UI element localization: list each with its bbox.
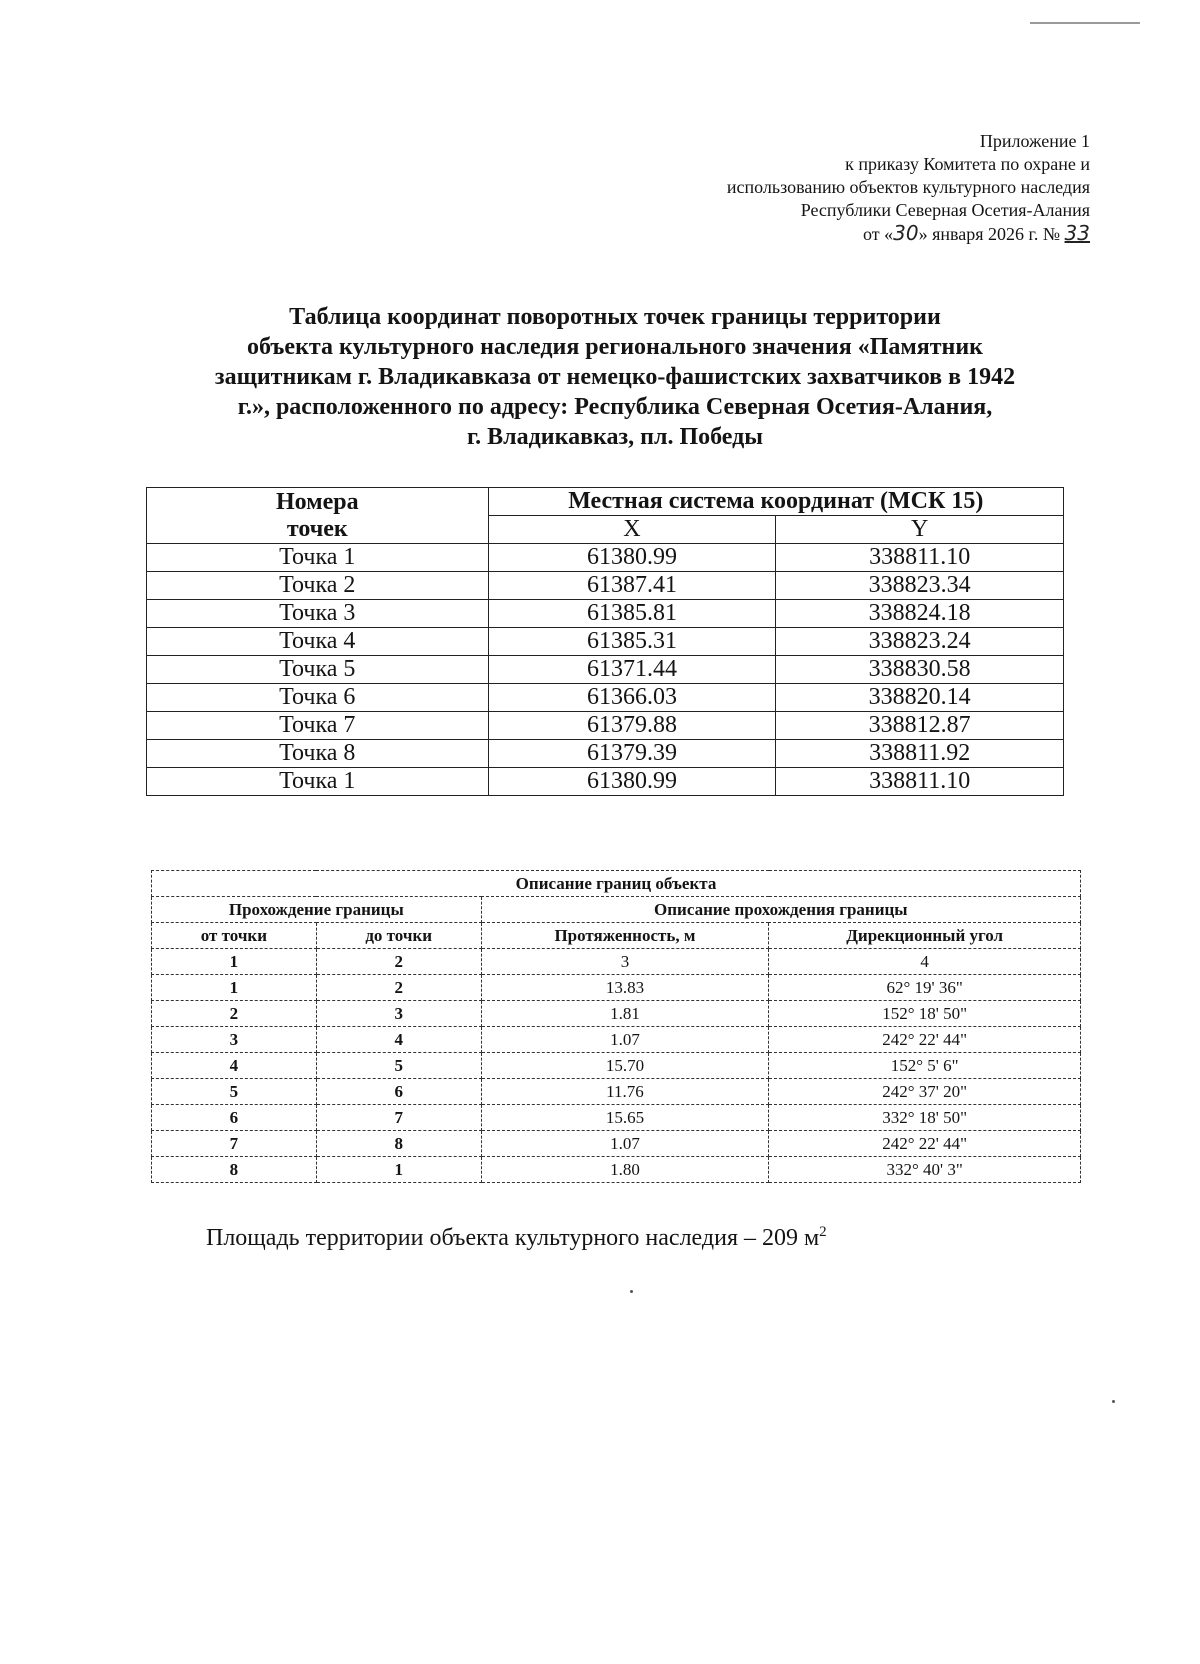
angle-cell: 152° 18' 50" <box>769 1001 1081 1027</box>
desc-num-cell: 1 <box>152 949 317 975</box>
table-row <box>147 544 1064 572</box>
y-coordinate-cell: 338811.92 <box>776 740 1064 768</box>
desc-num-cell: 4 <box>769 949 1081 975</box>
appendix-header <box>727 130 1090 246</box>
length-cell: 11.76 <box>481 1079 769 1105</box>
x-coordinate-cell: 61385.81 <box>488 600 776 628</box>
x-coordinate-cell: 61379.39 <box>488 740 776 768</box>
to-point-cell: 6 <box>316 1079 481 1105</box>
table-row <box>147 600 1064 628</box>
table-row <box>152 1105 1081 1131</box>
x-coordinate-cell: 61380.99 <box>488 544 776 572</box>
from-point-cell: 3 <box>152 1027 317 1053</box>
to-point-cell: 5 <box>316 1053 481 1079</box>
header-x: X <box>488 516 776 544</box>
from-point-cell: 5 <box>152 1079 317 1105</box>
y-coordinate-cell: 338830.58 <box>776 656 1064 684</box>
coordinates-table <box>146 487 1064 796</box>
table-row <box>147 712 1064 740</box>
angle-cell: 242° 22' 44" <box>769 1131 1081 1157</box>
date-middle: » января 2026 г. № <box>918 224 1061 244</box>
table-row <box>152 1001 1081 1027</box>
scan-speck <box>630 1290 633 1293</box>
from-point-cell: 7 <box>152 1131 317 1157</box>
from-point-cell: 4 <box>152 1053 317 1079</box>
desc-table-title: Описание границ объекта <box>152 871 1081 897</box>
x-coordinate-cell: 61387.41 <box>488 572 776 600</box>
area-text: Площадь территории объекта культурного наследия – 209 м <box>206 1225 820 1251</box>
table-row <box>147 628 1064 656</box>
boundary-description-table <box>151 870 1081 1183</box>
from-point-cell: 8 <box>152 1157 317 1183</box>
appendix-line-1: Приложение 1 <box>979 131 1090 151</box>
desc-num-cell: 3 <box>481 949 769 975</box>
table-row <box>147 572 1064 600</box>
table-row <box>152 975 1081 1001</box>
y-coordinate-cell: 338820.14 <box>776 684 1064 712</box>
desc-col-to: до точки <box>316 923 481 949</box>
point-name-cell: Точка 7 <box>147 712 489 740</box>
length-cell: 13.83 <box>481 975 769 1001</box>
appendix-line-4: Республики Северная Осетия-Алания <box>800 200 1090 220</box>
x-coordinate-cell: 61371.44 <box>488 656 776 684</box>
scan-artifact <box>1030 22 1140 24</box>
table-row <box>152 1053 1081 1079</box>
to-point-cell: 1 <box>316 1157 481 1183</box>
title-line-3: защитникам г. Владикавказа от немецко-фашистских захватчиков в 1942 <box>214 364 1016 390</box>
desc-col-length: Протяженность, м <box>481 923 769 949</box>
to-point-cell: 7 <box>316 1105 481 1131</box>
document-title <box>150 302 1080 452</box>
point-name-cell: Точка 3 <box>147 600 489 628</box>
table-row <box>147 768 1064 796</box>
angle-cell: 62° 19' 36" <box>769 975 1081 1001</box>
appendix-line-3: использованию объектов культурного наследия <box>726 177 1090 197</box>
x-coordinate-cell: 61379.88 <box>488 712 776 740</box>
table-row <box>152 1079 1081 1105</box>
area-statement <box>206 1224 827 1252</box>
point-name-cell: Точка 6 <box>147 684 489 712</box>
point-name-cell: Точка 4 <box>147 628 489 656</box>
length-cell: 1.80 <box>481 1157 769 1183</box>
desc-col-angle: Дирекционный угол <box>769 923 1081 949</box>
table-row <box>152 1027 1081 1053</box>
angle-cell: 242° 37' 20" <box>769 1079 1081 1105</box>
date-prefix: от « <box>862 224 894 244</box>
angle-cell: 332° 40' 3" <box>769 1157 1081 1183</box>
y-coordinate-cell: 338812.87 <box>776 712 1064 740</box>
point-name-cell: Точка 2 <box>147 572 489 600</box>
header-point-numbers: Номера точек <box>147 488 489 544</box>
length-cell: 15.65 <box>481 1105 769 1131</box>
title-line-1: Таблица координат поворотных точек границы территории <box>289 304 941 330</box>
to-point-cell: 3 <box>316 1001 481 1027</box>
table-row <box>152 1131 1081 1157</box>
area-superscript: 2 <box>819 1224 827 1240</box>
header-coordinate-system: Местная система координат (МСК 15) <box>488 488 1063 516</box>
table-row <box>147 740 1064 768</box>
desc-num-cell: 2 <box>316 949 481 975</box>
length-cell: 15.70 <box>481 1053 769 1079</box>
header-y: Y <box>776 516 1064 544</box>
y-coordinate-cell: 338823.24 <box>776 628 1064 656</box>
point-name-cell: Точка 1 <box>147 768 489 796</box>
point-name-cell: Точка 8 <box>147 740 489 768</box>
angle-cell: 242° 22' 44" <box>769 1027 1081 1053</box>
desc-col-from: от точки <box>152 923 317 949</box>
from-point-cell: 6 <box>152 1105 317 1131</box>
point-name-cell: Точка 1 <box>147 544 489 572</box>
y-coordinate-cell: 338824.18 <box>776 600 1064 628</box>
to-point-cell: 4 <box>316 1027 481 1053</box>
x-coordinate-cell: 61366.03 <box>488 684 776 712</box>
length-cell: 1.07 <box>481 1027 769 1053</box>
to-point-cell: 8 <box>316 1131 481 1157</box>
appendix-date-line <box>727 222 1090 246</box>
handwritten-order-number: 33 <box>1064 221 1090 245</box>
table-row <box>152 1157 1081 1183</box>
angle-cell: 332° 18' 50" <box>769 1105 1081 1131</box>
appendix-line-2: к приказу Комитета по охране и <box>845 154 1090 174</box>
desc-group-description: Описание прохождения границы <box>481 897 1080 923</box>
length-cell: 1.07 <box>481 1131 769 1157</box>
angle-cell: 152° 5' 6" <box>769 1053 1081 1079</box>
title-line-2: объекта культурного наследия регионального значения «Памятник <box>247 334 983 360</box>
table-row <box>147 656 1064 684</box>
title-line-5: г. Владикавказ, пл. Победы <box>466 424 764 450</box>
x-coordinate-cell: 61385.31 <box>488 628 776 656</box>
table-row <box>147 684 1064 712</box>
y-coordinate-cell: 338823.34 <box>776 572 1064 600</box>
length-cell: 1.81 <box>481 1001 769 1027</box>
from-point-cell: 1 <box>152 975 317 1001</box>
from-point-cell: 2 <box>152 1001 317 1027</box>
scan-speck <box>1112 1400 1115 1403</box>
x-coordinate-cell: 61380.99 <box>488 768 776 796</box>
y-coordinate-cell: 338811.10 <box>776 768 1064 796</box>
title-line-4: г.», расположенного по адресу: Республика Северная Осетия-Алания, <box>237 394 993 420</box>
point-name-cell: Точка 5 <box>147 656 489 684</box>
handwritten-day: 30 <box>893 221 919 245</box>
y-coordinate-cell: 338811.10 <box>776 544 1064 572</box>
desc-group-passage: Прохождение границы <box>152 897 482 923</box>
to-point-cell: 2 <box>316 975 481 1001</box>
